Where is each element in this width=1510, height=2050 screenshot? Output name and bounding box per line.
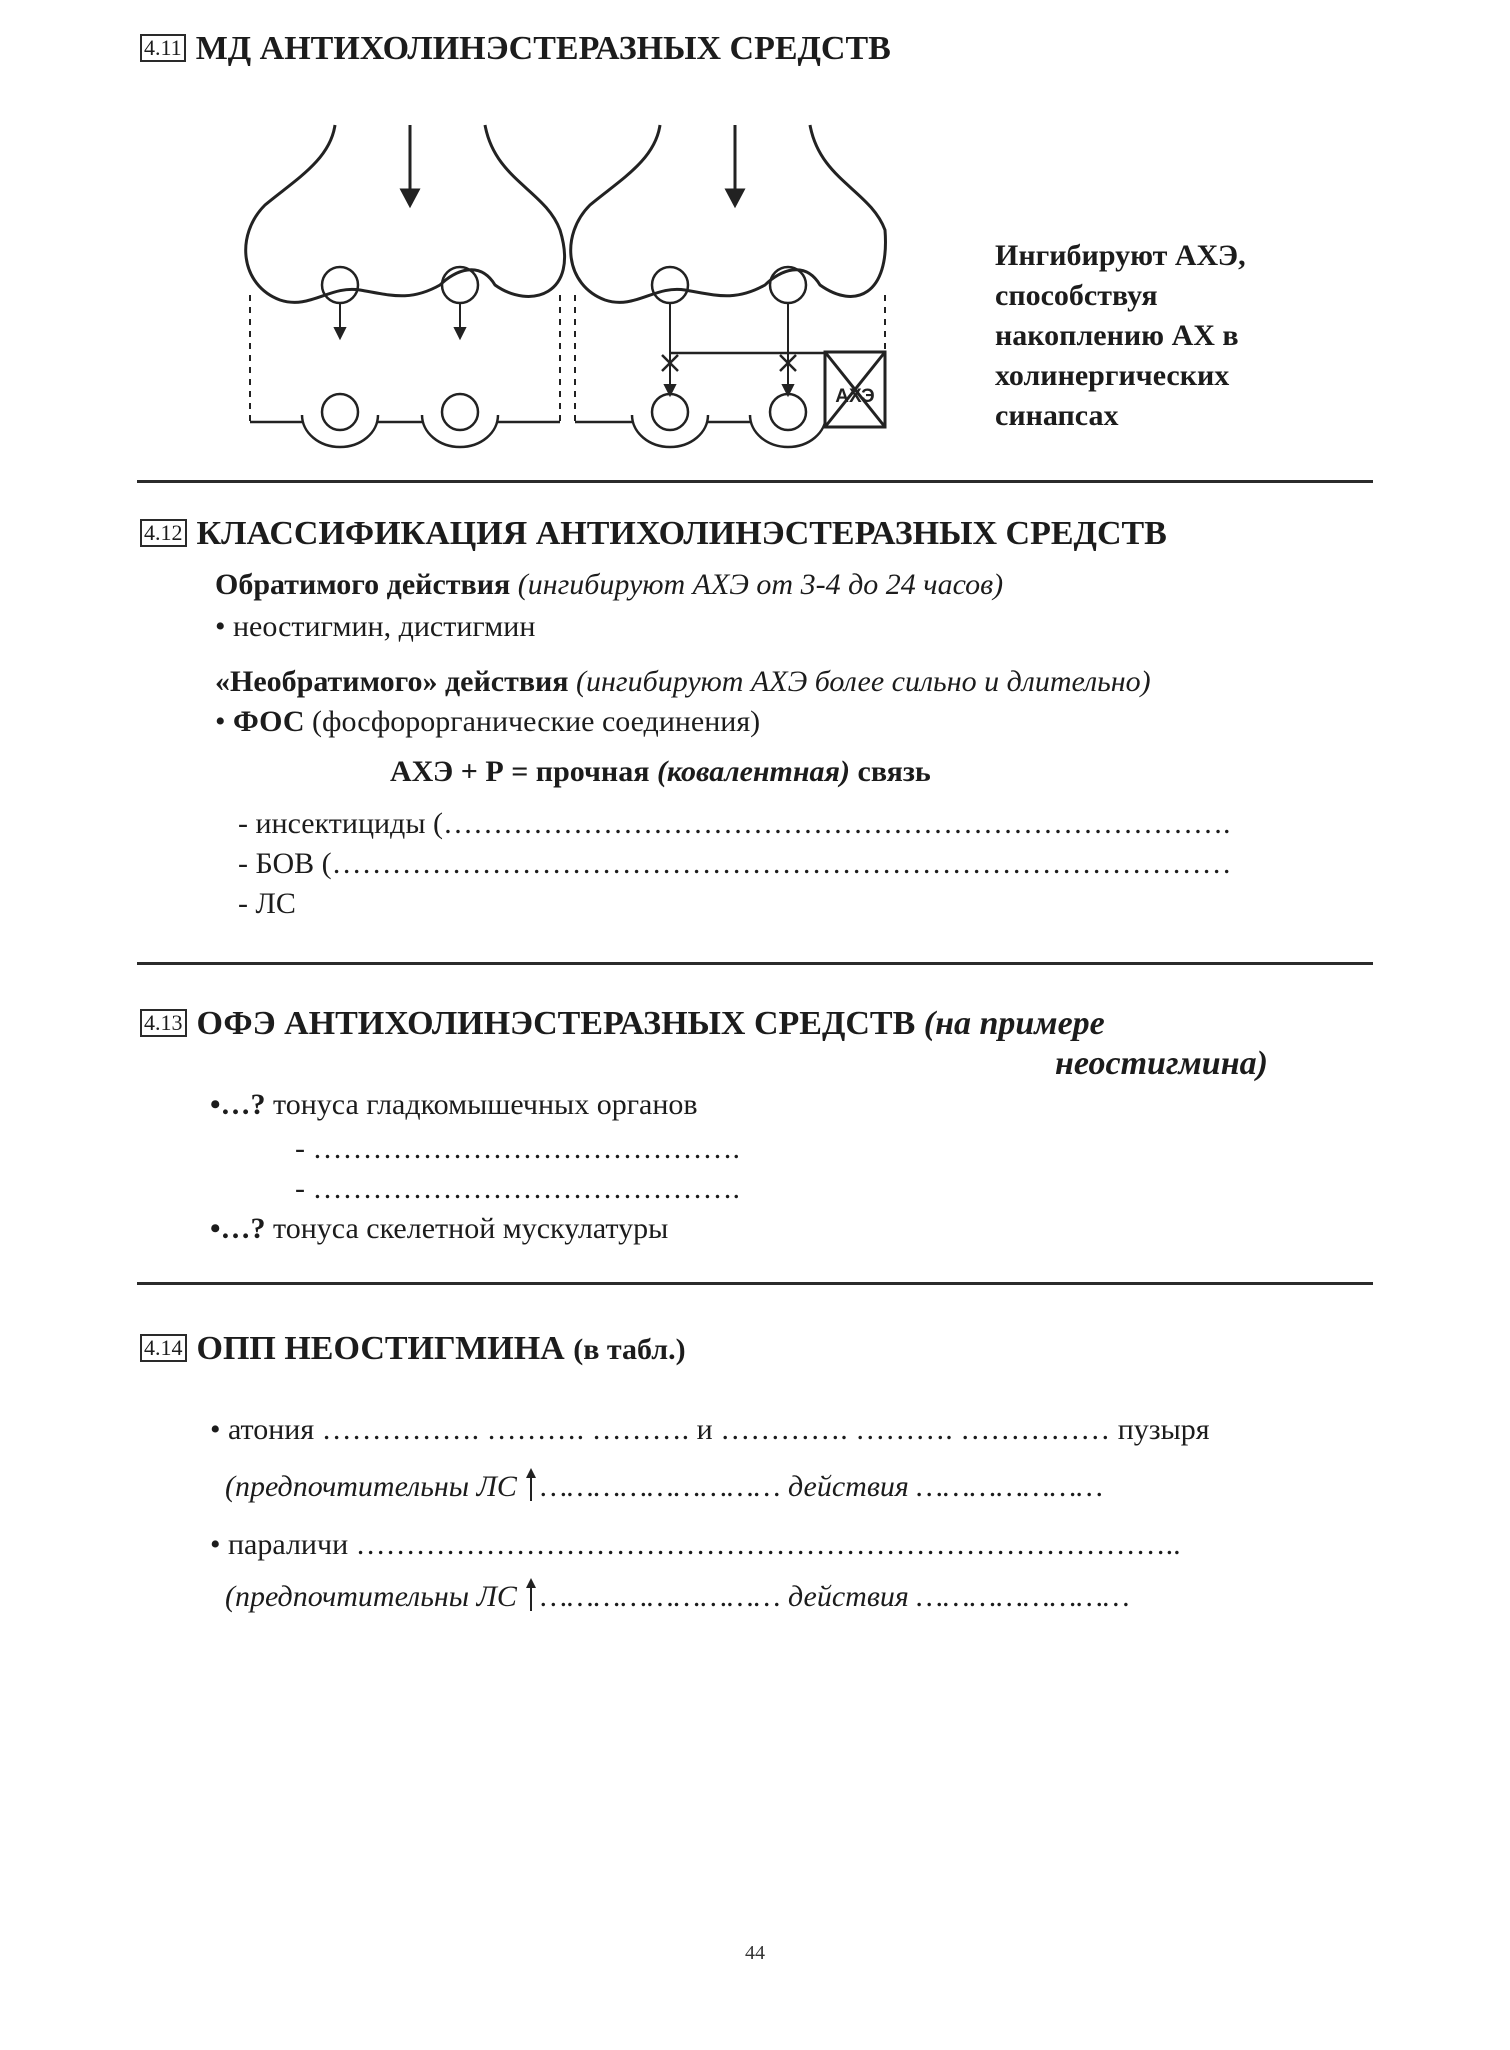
ache-blocked-box (825, 352, 885, 427)
irreversible-title: «Необратимого» действия (215, 665, 569, 698)
section-4-12-heading (140, 515, 1167, 553)
section-title: МД АНТИХОЛИНЭСТЕРАЗНЫХ СРЕДСТВ (195, 30, 891, 67)
reversible-heading (215, 568, 1003, 602)
note-italic: (предпочтительны ЛС (225, 1470, 517, 1503)
mechanism-line: способствуя (995, 279, 1158, 312)
fos-item: - инсектициды (……………………………………………………………………. (238, 807, 1231, 840)
mechanism-line: Ингибируют АХЭ, (995, 239, 1246, 272)
note-rest: ……………………… действия …………………… (540, 1580, 1130, 1613)
section-4-14-heading (140, 1330, 686, 1368)
note-rest: ……………………… действия ………………… (540, 1470, 1104, 1503)
section-title: КЛАССИФИКАЦИЯ АНТИХОЛИНЭСТЕРАЗНЫХ СРЕДСТВ (196, 515, 1167, 552)
irreversible-heading (215, 665, 1151, 699)
indication-paralysis-note (225, 1578, 1130, 1614)
effect-skeletal-muscle (210, 1212, 668, 1246)
answer-blank: - ……………………………………. (295, 1172, 740, 1205)
section-divider (137, 480, 1373, 483)
page-number: 44 (745, 1942, 765, 1964)
section-divider (137, 1282, 1373, 1285)
formula-part: АХЭ + Р = прочная (390, 755, 650, 788)
question-marker: •…? (210, 1088, 266, 1121)
reversible-note: (ингибируют АХЭ от 3-4 до 24 часов) (517, 568, 1004, 601)
section-4-13-heading (140, 1005, 1105, 1043)
indication-paralysis: • параличи ……………………………………………………………………….. (210, 1528, 1181, 1561)
section-title: ОПП НЕОСТИГМИНА (196, 1330, 565, 1367)
section-number: 4.13 (140, 1009, 187, 1037)
section-divider (137, 962, 1373, 965)
question-marker: •…? (210, 1212, 266, 1245)
indication-atony-note (225, 1468, 1103, 1504)
mechanism-line: холинергических (995, 359, 1230, 392)
reversible-drugs: • неостигмин, дистигмин (215, 610, 536, 643)
section-number: 4.11 (140, 34, 186, 62)
section-number: 4.14 (140, 1334, 187, 1362)
mechanism-line: накоплению АХ в (995, 319, 1239, 352)
indication-atony: • атония ……………. ………. ………. и …………. ………. …………… пузыря (210, 1413, 1210, 1446)
fos-line (215, 705, 760, 739)
covalent-formula (390, 755, 931, 789)
section-title-note-2: неостигмина) (1055, 1045, 1268, 1082)
bullet: • (215, 705, 226, 738)
section-title-note: (в табл.) (573, 1333, 686, 1366)
section-4-11-heading (140, 30, 891, 68)
note-italic: (предпочтительны ЛС (225, 1580, 517, 1613)
effect-text: тонуса скелетной мускулатуры (273, 1212, 669, 1245)
irreversible-note: (ингибируют АХЭ более сильно и длительно) (576, 665, 1151, 698)
mechanism-line: синапсах (995, 399, 1119, 432)
fos-abbr: ФОС (233, 705, 305, 738)
arrow-up-icon (524, 1578, 540, 1612)
fos-item: - БОВ (……………………………………………………………………………… (238, 847, 1232, 880)
mechanism-description (995, 236, 1246, 436)
fos-desc: (фосфорорганические соединения) (312, 705, 761, 738)
section-title-note: (на примере (923, 1005, 1105, 1042)
answer-blank: - ……………………………………. (295, 1132, 740, 1165)
section-number: 4.12 (140, 519, 187, 547)
reversible-title: Обратимого действия (215, 568, 511, 601)
arrow-up-icon (524, 1468, 540, 1502)
ache-label: АХЭ (835, 386, 875, 407)
formula-part: (ковалентная) (656, 755, 850, 788)
effect-text: тонуса гладкомышечных органов (273, 1088, 698, 1121)
effect-smooth-muscle (210, 1088, 698, 1122)
section-title: ОФЭ АНТИХОЛИНЭСТЕРАЗНЫХ СРЕДСТВ (196, 1005, 916, 1042)
formula-part: связь (857, 755, 931, 788)
fos-item: - ЛС (238, 887, 296, 920)
synapse-diagram (240, 120, 920, 465)
